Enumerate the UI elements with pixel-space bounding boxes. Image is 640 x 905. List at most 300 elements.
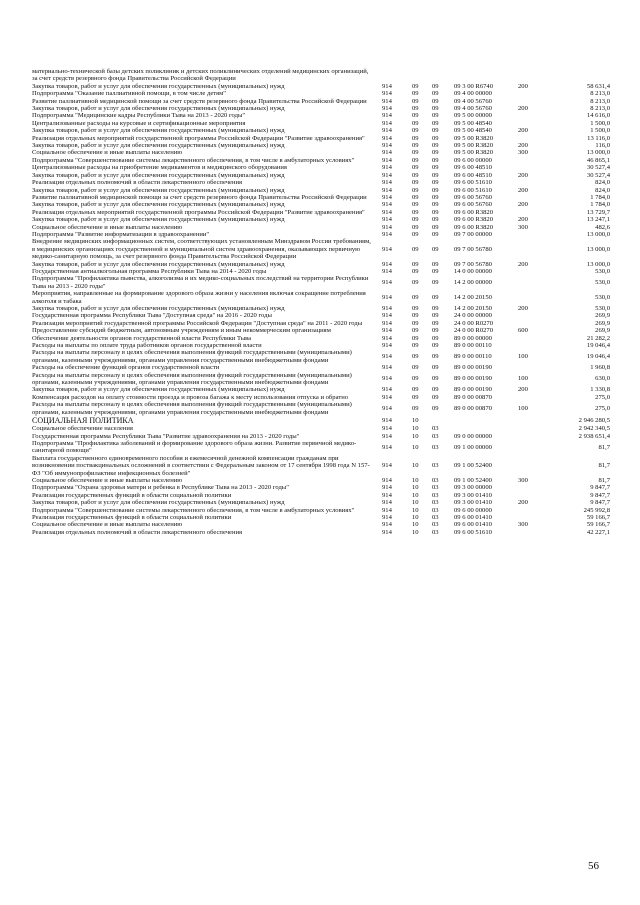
table-row: [32, 327, 610, 334]
row-expense-type: [518, 484, 550, 491]
row-expense-type: [518, 275, 550, 290]
row-expense-type: [518, 268, 550, 275]
table-row: [32, 187, 610, 194]
row-grbs: 914: [382, 230, 392, 238]
table-row: [32, 120, 610, 127]
row-grbs: 914: [382, 142, 392, 150]
row-subsection: 09: [432, 82, 439, 90]
row-grbs: 914: [382, 90, 392, 98]
row-grbs: 914: [382, 375, 392, 383]
row-subsection: 09: [432, 230, 439, 238]
row-target-article: 14 2 00 00000: [454, 279, 492, 287]
row-subsection: 09: [432, 353, 439, 361]
row-grbs: 914: [382, 334, 392, 342]
row-name: Государственная антиалкогольная программа Республики Тыва на 2014 - 2020 годы: [32, 267, 267, 275]
row-name: Мероприятия, направленные на формирование здорового образа жизни у населения включая сокращение потребления алкоголя и табака: [32, 290, 366, 305]
row-target-article: 89 0 00 00190: [454, 386, 492, 394]
table-row: [32, 394, 610, 401]
row-amount: 59 166,7: [586, 513, 610, 521]
row-name: Развитие паллиативной медицинской помощи за счет средств резервного фонда Правительства Российской Федерации: [32, 193, 367, 201]
row-amount: 9 847,7: [590, 491, 610, 499]
row-name: Реализация отдельных мероприятий государственной программы Российской Федерации "Развитие здравоохранения": [32, 134, 365, 142]
row-subsection: 09: [432, 179, 439, 187]
row-expense-type: [518, 238, 550, 260]
row-name: Развитие паллиативной медицинской помощи за счет средств резервного фонда Правительства Российской Федерации: [32, 97, 367, 105]
row-amount: 42 227,1: [586, 528, 610, 536]
row-expense-type: 200: [518, 499, 528, 507]
row-subsection: 09: [432, 327, 439, 335]
row-expense-type: [518, 335, 550, 342]
row-expense-type: [518, 425, 550, 432]
row-section: 09: [412, 312, 419, 320]
row-expense-type: [518, 135, 550, 142]
row-amount: 275,0: [595, 393, 610, 401]
row-section: 09: [412, 186, 419, 194]
row-name: материально-технической базы детских поликлиник и детских поликлинических отделений медицинских организаций, за счет средств резервного фонда Правительства Российской Федерации: [32, 68, 369, 83]
table-row: [32, 238, 610, 260]
row-subsection: 03: [432, 476, 439, 484]
row-amount: 824,0: [595, 186, 610, 194]
row-grbs: 914: [382, 484, 392, 492]
row-grbs: 914: [382, 223, 392, 231]
table-row: [32, 342, 610, 349]
row-expense-type: 200: [518, 260, 528, 268]
row-expense-type: [518, 98, 550, 105]
row-grbs: 914: [382, 193, 392, 201]
row-name: Централизованные расходы на курсовые и сертификационные мероприятия: [32, 119, 246, 127]
row-name: Расходы на выплаты персоналу в целях обеспечения выполнения функций государственными (муниципальными) органами, казенными учреждениями, органами управления государственными внебюджетными фондами: [32, 349, 352, 364]
row-name: Централизованные расходы на приобретение медикаментов и медицинского оборудования: [32, 164, 287, 172]
row-section: 10: [412, 528, 419, 536]
row-section: 09: [412, 279, 419, 287]
row-target-article: 09 6 00 51610: [454, 528, 492, 536]
row-expense-type: [518, 68, 550, 83]
row-section: 10: [412, 476, 419, 484]
row-section: 09: [412, 134, 419, 142]
row-amount: 59 166,7: [586, 521, 610, 529]
row-grbs: 914: [382, 462, 392, 470]
table-row: [32, 275, 610, 290]
table-row: [32, 492, 610, 499]
table-row: [32, 416, 610, 425]
row-grbs: 914: [382, 82, 392, 90]
row-name: СОЦИАЛЬНАЯ ПОЛИТИКА: [32, 416, 134, 426]
row-subsection: 09: [432, 364, 439, 372]
row-target-article: 09 4 00 56760: [454, 97, 492, 105]
row-subsection: 09: [432, 127, 439, 135]
row-section: 10: [412, 506, 419, 514]
row-grbs: 914: [382, 393, 392, 401]
row-subsection: 03: [432, 443, 439, 451]
row-amount: 30 527,4: [586, 171, 610, 179]
row-expense-type: 200: [518, 82, 528, 90]
row-grbs: 914: [382, 293, 392, 301]
table-row: [32, 349, 610, 364]
row-expense-type: [518, 209, 550, 216]
row-target-article: 89 0 00 00110: [454, 353, 492, 361]
row-target-article: 09 6 00 00000: [454, 506, 492, 514]
row-target-article: 09 6 00 01410: [454, 513, 492, 521]
row-expense-type: 100: [518, 375, 528, 383]
budget-table-page: [32, 68, 610, 536]
table-row: [32, 312, 610, 319]
table-row: [32, 440, 610, 455]
row-amount: 2 946 280,5: [578, 416, 610, 424]
table-row: [32, 386, 610, 393]
row-expense-type: [518, 179, 550, 186]
row-section: 09: [412, 90, 419, 98]
row-grbs: 914: [382, 127, 392, 135]
table-row: [32, 231, 610, 238]
table-row: [32, 372, 610, 387]
row-grbs: 914: [382, 134, 392, 142]
row-amount: 2 942 340,5: [578, 425, 610, 433]
row-subsection: 09: [432, 393, 439, 401]
row-grbs: 914: [382, 443, 392, 451]
row-amount: 58 631,4: [586, 82, 610, 90]
row-grbs: 914: [382, 245, 392, 253]
row-target-article: 24 0 00 00000: [454, 312, 492, 320]
row-name: Закупка товаров, работ и услуг для обеспечения государственных (муниципальных) нужд: [32, 171, 285, 179]
row-subsection: 09: [432, 267, 439, 275]
row-expense-type: [518, 394, 550, 401]
row-target-article: 09 6 00 51610: [454, 179, 492, 187]
row-amount: 8 213,0: [590, 90, 610, 98]
row-grbs: 914: [382, 506, 392, 514]
row-section: 09: [412, 142, 419, 150]
row-subsection: [432, 416, 454, 425]
row-subsection: 09: [432, 223, 439, 231]
row-section: 09: [412, 353, 419, 361]
row-grbs: 914: [382, 156, 392, 164]
table-row: [32, 521, 610, 528]
row-target-article: 09 7 00 00000: [454, 230, 492, 238]
row-expense-type: [518, 342, 550, 349]
row-name: Предоставление субсидий бюджетным, автономным учреждениям и иным некоммерческим организациям: [32, 327, 331, 335]
row-name: Подпрограмма "Совершенствование системы лекарственного обеспечения, в том числе в амбулаторных условиях": [32, 506, 355, 514]
row-target-article: 09 6 00 51610: [454, 186, 492, 194]
row-name: Социальное обеспечение населения: [32, 425, 133, 433]
row-grbs: 914: [382, 267, 392, 275]
table-row: [32, 335, 610, 342]
row-section: 09: [412, 216, 419, 224]
row-grbs: 914: [382, 425, 392, 433]
table-row: [32, 507, 610, 514]
row-expense-type: 300: [518, 521, 528, 529]
row-target-article: 09 6 00 01410: [454, 521, 492, 529]
row-name: Компенсация расходов на оплату стоимости проезда и провоза багажа к месту использования отпуска и обратно: [32, 393, 349, 401]
row-subsection: 09: [432, 119, 439, 127]
row-name: Закупка товаров, работ и услуг для обеспечения государственных (муниципальных) нужд: [32, 216, 285, 224]
row-name: Закупка товаров, работ и услуг для обеспечения государственных (муниципальных) нужд: [32, 82, 285, 90]
table-row: [32, 305, 610, 312]
row-target-article: 09 6 00 48510: [454, 171, 492, 179]
row-name: Закупка товаров, работ и услуг для обеспечения государственных (муниципальных) нужд: [32, 386, 285, 394]
row-target-article: 09 6 00 56760: [454, 193, 492, 201]
row-amount: 19 046,4: [586, 342, 610, 350]
table-row: [32, 164, 610, 171]
row-name: Подпрограмма "Совершенствование системы лекарственного обеспечения, в том числе в амбулаторных условиях": [32, 156, 355, 164]
row-section: 09: [412, 245, 419, 253]
row-grbs: 914: [382, 208, 392, 216]
row-expense-type: 100: [518, 404, 528, 412]
row-target-article: 09 4 00 56760: [454, 105, 492, 113]
row-name: Выплата государственного единовременного пособия и ежемесячной денежной компенсации гражданам при возникновении поствакцинальных осложнений в соответствии с Федеральным законом от 17 сентября 1998 года N 157-ФЗ "Об иммунопрофилактике инфекционных болезней": [32, 454, 370, 477]
row-amount: 13 000,0: [586, 260, 610, 268]
row-grbs: 914: [382, 327, 392, 335]
row-section: 10: [412, 513, 419, 521]
row-section: 09: [412, 223, 419, 231]
row-amount: 824,0: [595, 179, 610, 187]
row-section: 09: [412, 386, 419, 394]
row-grbs: 914: [382, 476, 392, 484]
row-subsection: 09: [432, 134, 439, 142]
table-row: [32, 142, 610, 149]
row-grbs: 914: [382, 186, 392, 194]
row-grbs: 914: [382, 305, 392, 312]
row-target-article: 24 0 00 R0270: [454, 319, 494, 327]
row-grbs: 914: [382, 260, 392, 268]
table-row: [32, 135, 610, 142]
row-grbs: 914: [382, 353, 392, 361]
table-row: [32, 127, 610, 134]
table-row: [32, 157, 610, 164]
row-amount: 116,0: [595, 142, 610, 150]
row-expense-type: [518, 120, 550, 127]
row-target-article: 09 1 00 52400: [454, 462, 492, 470]
row-amount: 1 784,0: [590, 193, 610, 201]
row-grbs: 914: [382, 105, 392, 113]
row-expense-type: 200: [518, 305, 528, 312]
row-section: 09: [412, 267, 419, 275]
row-name: Обеспечение деятельности органов государственной власти Республики Тыва: [32, 334, 252, 342]
row-amount: 1 500,0: [590, 119, 610, 127]
row-target-article: 09 3 00 00000: [454, 484, 492, 492]
row-target-article: 09 4 00 00000: [454, 90, 492, 98]
row-target-article: 09 5 00 R3820: [454, 134, 494, 142]
row-section: 10: [412, 462, 419, 470]
row-grbs: 914: [382, 499, 392, 507]
row-expense-type: 200: [518, 201, 528, 209]
row-expense-type: [518, 492, 550, 499]
row-amount: 530,0: [595, 305, 610, 312]
row-target-article: 24 0 00 R0270: [454, 327, 494, 335]
row-section: 10: [412, 484, 419, 492]
row-amount: 13 116,0: [587, 134, 610, 142]
row-section: 09: [412, 375, 419, 383]
row-amount: 275,0: [595, 404, 610, 412]
row-name: Закупка товаров, работ и услуг для обеспечения государственных (муниципальных) нужд: [32, 127, 285, 135]
row-name: Реализация отдельных полномочий в области лекарственного обеспечения: [32, 179, 243, 187]
row-grbs: 914: [382, 171, 392, 179]
row-target-article: 09 3 00 01410: [454, 499, 492, 507]
row-target-article: 09 7 00 56780: [454, 245, 492, 253]
row-section: 09: [412, 334, 419, 342]
row-amount: 30 527,4: [586, 164, 610, 172]
row-subsection: 03: [432, 499, 439, 507]
row-name: Закупка товаров, работ и услуг для обеспечения государственных (муниципальных) нужд: [32, 142, 285, 150]
row-expense-type: [518, 194, 550, 201]
row-grbs: 914: [382, 404, 392, 412]
row-target-article: 09 6 00 R3820: [454, 216, 494, 224]
row-name: Реализация государственных функций в области социальной политики: [32, 491, 232, 499]
row-target-article: 89 0 00 00870: [454, 393, 492, 401]
row-name: Реализация мероприятий государственной программы Российской Федерации "Доступная среда" на 2011 - 2020 годы: [32, 319, 363, 327]
row-name: Подпрограмма "Развитие информатизации в здравоохранении": [32, 230, 210, 238]
row-section: 09: [412, 260, 419, 268]
row-section: 09: [412, 319, 419, 327]
row-target-article: 89 0 00 00000: [454, 334, 492, 342]
row-amount: 1 330,8: [590, 386, 610, 394]
row-subsection: 09: [432, 164, 439, 172]
row-amount: 13 729,7: [586, 208, 610, 216]
table-row: [32, 320, 610, 327]
row-subsection: 09: [432, 171, 439, 179]
row-section: 09: [412, 164, 419, 172]
row-section: 09: [412, 119, 419, 127]
row-grbs: 914: [382, 112, 392, 120]
row-grbs: 914: [382, 364, 392, 372]
row-name: Реализация отдельных полномочий в области лекарственного обеспечения: [32, 528, 243, 536]
row-section: [412, 68, 432, 83]
row-expense-type: 200: [518, 171, 528, 179]
row-grbs: 914: [382, 432, 392, 440]
row-section: 09: [412, 342, 419, 350]
row-expense-type: [518, 90, 550, 97]
row-expense-type: [518, 312, 550, 319]
row-amount: 1 500,0: [590, 127, 610, 135]
row-target-article: 09 5 00 48540: [454, 127, 492, 135]
row-amount: 19 046,4: [586, 353, 610, 361]
row-subsection: 09: [432, 208, 439, 216]
table-row: [32, 172, 610, 179]
row-section: 09: [412, 293, 419, 301]
row-name: Подпрограмма "Охрана здоровья матери и ребенка в Республике Тыва на 2013 - 2020 годы": [32, 484, 289, 492]
row-subsection: 03: [432, 521, 439, 529]
table-row: [32, 105, 610, 112]
row-target-article: 09 6 00 48510: [454, 164, 492, 172]
table-row: [32, 514, 610, 521]
row-target-article: 09 6 00 56760: [454, 201, 492, 209]
row-name: Социальное обеспечение и иные выплаты населению: [32, 521, 183, 529]
row-name: Закупка товаров, работ и услуг для обеспечения государственных (муниципальных) нужд: [32, 186, 285, 194]
row-subsection: 09: [432, 97, 439, 105]
row-subsection: 09: [432, 319, 439, 327]
row-name: Реализация отдельных мероприятий государственной программы Российской Федерации "Развитие здравоохранения": [32, 208, 365, 216]
row-amount: 8 213,0: [590, 97, 610, 105]
table-row: [32, 364, 610, 371]
table-row: [32, 425, 610, 432]
row-section: 10: [412, 432, 419, 440]
row-section: 09: [412, 112, 419, 120]
row-expense-type: 200: [518, 186, 528, 194]
row-section: 09: [412, 97, 419, 105]
row-name: Подпрограмма "Профилактика пьянства, алкоголизма и их медико-социальных последствий на территории Республики Тыва на 2013 - 2020 годы": [32, 275, 369, 290]
row-amount: 81,7: [598, 476, 610, 484]
row-expense-type: [518, 433, 550, 440]
table-row: [32, 477, 610, 484]
row-target-article: 89 0 00 00190: [454, 375, 492, 383]
row-target-article: 14 2 00 20150: [454, 293, 492, 301]
row-expense-type: 300: [518, 223, 528, 231]
row-subsection: 09: [432, 193, 439, 201]
row-subsection: 03: [432, 528, 439, 536]
row-grbs: 914: [382, 416, 392, 424]
row-amount: 81,7: [598, 443, 610, 451]
row-subsection: 09: [432, 186, 439, 194]
row-target-article: 09 5 00 00000: [454, 112, 492, 120]
row-amount: 2 938 651,4: [578, 432, 610, 440]
row-section: 09: [412, 179, 419, 187]
row-subsection: 03: [432, 506, 439, 514]
row-section: 09: [412, 171, 419, 179]
row-target-article: 09 3 00 01410: [454, 491, 492, 499]
row-expense-type: 300: [518, 149, 528, 157]
row-name: Социальное обеспечение и иные выплаты населению: [32, 149, 183, 157]
row-grbs: 914: [382, 279, 392, 287]
row-subsection: 09: [432, 375, 439, 383]
row-name: Закупка товаров, работ и услуг для обеспечения государственных (муниципальных) нужд: [32, 499, 285, 507]
row-section: 10: [412, 425, 419, 433]
row-section: 09: [412, 230, 419, 238]
row-expense-type: 100: [518, 353, 528, 361]
row-grbs: 914: [382, 119, 392, 127]
row-section: 09: [412, 208, 419, 216]
row-amount: 530,0: [595, 279, 610, 287]
budget-table: [32, 68, 610, 536]
row-grbs: 914: [382, 513, 392, 521]
row-section: 10: [412, 443, 419, 451]
row-name: Закупка товаров, работ и услуг для обеспечения государственных (муниципальных) нужд: [32, 260, 285, 268]
row-name: Закупка товаров, работ и услуг для обеспечения государственных (муниципальных) нужд: [32, 105, 285, 113]
row-expense-type: [518, 416, 550, 425]
row-expense-type: [518, 320, 550, 327]
row-expense-type: [518, 112, 550, 119]
row-expense-type: [518, 507, 550, 514]
row-grbs: 914: [382, 342, 392, 350]
row-expense-type: [518, 231, 550, 238]
row-expense-type: [518, 157, 550, 164]
table-row: [32, 90, 610, 97]
row-amount: 13 000,0: [586, 149, 610, 157]
row-subsection: 03: [432, 432, 439, 440]
table-row: [32, 98, 610, 105]
table-row: [32, 499, 610, 506]
row-name: Расходы на выплаты персоналу в целях обеспечения выполнения функций государственными (муниципальными) органами, казенными учреждениями, органами управления государственными внебюджетными фондами: [32, 401, 352, 416]
row-section: 09: [412, 305, 419, 312]
row-name: Закупка товаров, работ и услуг для обеспечения государственных (муниципальных) нужд: [32, 305, 285, 312]
row-target-article: 09 6 00 R3820: [454, 208, 494, 216]
row-grbs: 914: [382, 201, 392, 209]
row-section: 09: [412, 327, 419, 335]
row-amount: 13 000,0: [586, 230, 610, 238]
row-expense-type: [518, 290, 550, 305]
row-expense-type: 200: [518, 105, 528, 113]
table-row: [32, 455, 610, 477]
row-amount: 530,0: [595, 267, 610, 275]
row-subsection: 09: [432, 293, 439, 301]
table-row: [32, 216, 610, 223]
row-target-article: 14 2 00 20150: [454, 305, 492, 312]
row-subsection: 03: [432, 491, 439, 499]
row-name: Расходы на обеспечение функций органов государственной власти: [32, 364, 220, 372]
row-target-article: [454, 416, 518, 425]
page-number: 56: [588, 860, 599, 872]
row-name: Государственная программа Республики Тыва "Доступная среда" на 2016 - 2020 годы: [32, 312, 272, 320]
row-name: Социальное обеспечение и иные выплаты населению: [32, 223, 183, 231]
row-section: 10: [412, 499, 419, 507]
row-subsection: 09: [432, 245, 439, 253]
